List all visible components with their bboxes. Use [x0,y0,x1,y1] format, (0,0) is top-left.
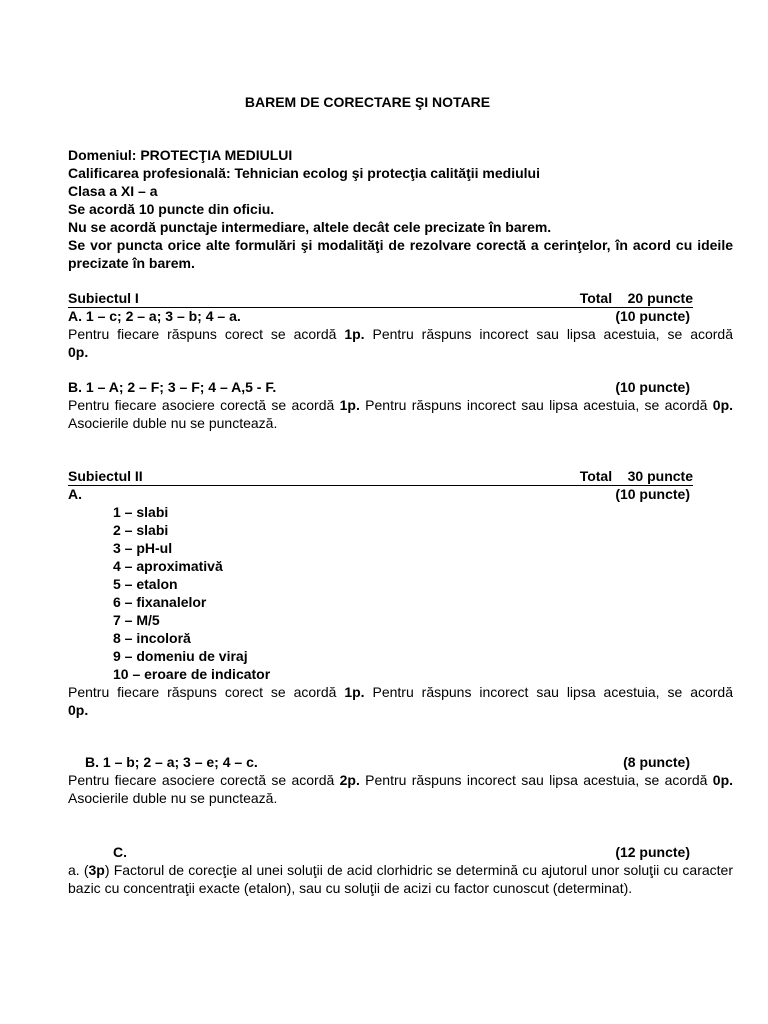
subject2-c-label: C. [113,844,127,860]
note-points: 1p. [344,684,365,700]
subject2-a-points: (10 puncte) [615,486,690,502]
subject1-a-answers [68,307,690,325]
domain-line: Domeniul: PROTECŢIA MEDIULUI [68,147,293,163]
subject2-b-points: (8 puncte) [623,754,690,770]
rule-alternative-answers: Se vor puncta orice alte formulări şi modalităţi de rezolvare corectă a cerinţelor, în acord cu ideile precizate în barem. [68,237,733,271]
list-item: 3 – pH-ul [113,540,173,556]
note-points: 2p. [339,772,360,788]
note-text: Asocierile duble nu se punctează. [68,790,278,806]
subject2-heading [68,467,693,486]
list-item: 5 – etalon [113,576,178,592]
subject1-title: Subiectul I [68,290,139,306]
note-text: Pentru fiecare asociere corectă se acordă [68,397,340,413]
subject1-b-points: (10 puncte) [615,379,690,395]
subject2-c-a-answer [68,861,733,897]
subject1-a-points: (10 puncte) [615,308,690,324]
subject1-a-note-zero: 0p. [68,344,89,360]
note-text: Pentru răspuns incorect sau lipsa acestuia, se acordă [359,397,713,413]
subject2-title: Subiectul II [68,468,143,484]
subject2-c-header [113,843,690,861]
note-text: Pentru fiecare răspuns corect se acordă [68,684,345,700]
list-item: 1 – slabi [113,504,169,520]
answer-points: 3p [88,862,105,878]
answer-text: ) Factorul de corecţie al unei soluţii de acid clorhidric se determină cu ajutorul unor soluţii cu caracter bazic cu concentraţii exacte (etalon), sau cu soluţii de acizi cu factor cunoscut (determinat). [68,862,733,896]
qualification-line: Calificarea profesională: Tehnician ecolog şi protecţia calităţii mediului [68,165,540,181]
subject2-b-text: B. 1 – b; 2 – a; 3 – e; 4 – c. [85,754,258,770]
subject1-total: Total 20 puncte [579,290,693,306]
subject1-heading [68,289,693,308]
note-text: Pentru fiecare răspuns corect se acordă [68,326,345,342]
subject2-a-label: A. [68,486,82,502]
note-text: Pentru răspuns incorect sau lipsa acestuia, se acordă [364,326,733,342]
subject1-b-note [68,396,733,432]
list-item: 6 – fixanalelor [113,594,207,610]
rule-official-points: Se acordă 10 puncte din oficiu. [68,201,275,217]
page-title [68,93,733,111]
list-item: 8 – incoloră [113,630,191,646]
rule-no-intermediate: Nu se acordă punctaje intermediare, altele decât cele precizate în barem. [68,219,552,235]
note-text: Pentru răspuns incorect sau lipsa acestuia, se acordă [359,772,713,788]
subject2-a-note-zero: 0p. [68,702,89,718]
note-text: Pentru fiecare asociere corectă se acordă [68,772,340,788]
subject1-a-note [68,325,733,343]
list-item: 10 – eroare de indicator [113,666,271,682]
list-item: 7 – M/5 [113,612,160,628]
list-item: 2 – slabi [113,522,169,538]
note-points: 1p. [344,326,365,342]
subject1-b-text: B. 1 – A; 2 – F; 3 – F; 4 – A,5 - F. [68,379,277,395]
list-item: 9 – domeniu de viraj [113,648,248,664]
note-text: Asocierile duble nu se punctează. [68,415,278,431]
subject2-c-points: (12 puncte) [615,844,690,860]
class-line: Clasa a XI – a [68,183,158,199]
subject2-total: Total 30 puncte [579,468,693,484]
list-item: 4 – aproximativă [113,558,223,574]
subject1-b-answers [68,378,690,396]
subject2-b-note [68,771,733,807]
answer-prefix: a. ( [68,862,89,878]
note-points: 0p. [712,772,734,788]
note-points: 1p. [339,397,360,413]
note-points: 0p. [712,397,734,413]
subject2-a-note [68,683,733,701]
note-text: Pentru răspuns incorect sau lipsa acestuia, se acordă [364,684,733,700]
subject2-b-answers [85,753,690,771]
subject1-a-text: A. 1 – c; 2 – a; 3 – b; 4 – a. [68,308,241,324]
subject2-a-header [68,485,690,503]
page-title-text: BAREM DE CORECTARE ŞI NOTARE [244,94,491,110]
